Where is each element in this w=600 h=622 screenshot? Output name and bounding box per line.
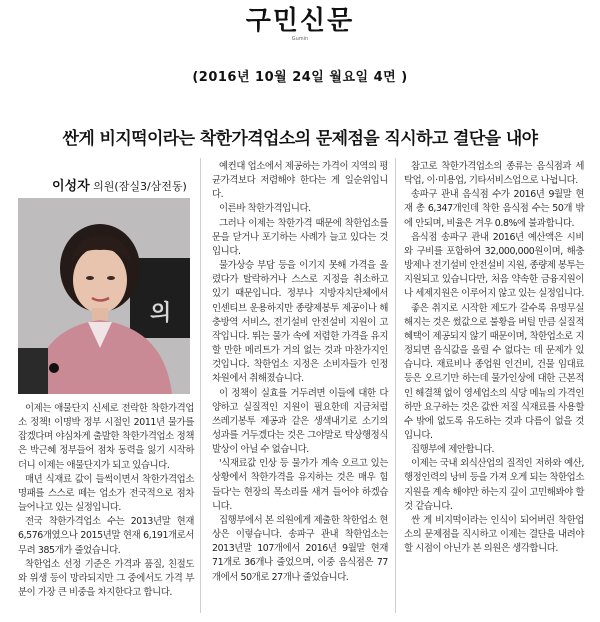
paragraph: 집행부에서 본 의원에게 제출한 착한업소 현상은 이렇습니다. 송파구 관내 착한업소는 2013년말 107개에서 2016년 9월말 현재 71개로 36개나 줄었으며, 이중 음식점은 77개에서 50개로 27개나 줄었습니다. [212,514,388,583]
byline [52,175,187,194]
masthead [0,6,600,42]
article-column-2 [212,160,388,585]
headline: 싼게 비지떡이라는 착한가격업소의 문제점을 직시하고 결단을 내야 [62,129,538,149]
portrait-illustration [18,198,190,394]
newspaper-logo-sub: Gumin [291,36,309,42]
byline-name: 이성자 [52,179,90,194]
paragraph: 참고로 착한가격업소의 종류는 음식점과 세탁업, 이·미용업, 기타서비스업으로 나뉩니다. [404,161,584,187]
article-column-3 [404,160,584,556]
paragraph: 이제는 애물단지 신세로 전락한 착한가격업소 정책! 이명박 정부 시절인 2011년 물가를 잡겠다며 야심차게 출발한 착한가격업소 정책은 박근혜 정부들어 점차 동력을 잃기 시작하더니 이제는 애물단지가 되고 있습니다. [18,403,194,471]
paragraph: 싼 게 비지떡이라는 인식이 되어버린 착한업소의 문제점을 직시하고 이제는 결단을 내려야 할 시점이 아닌가 본 의원은 생각합니다. [404,514,584,555]
paragraph: 이른바 착한가격입니다. [219,203,311,215]
article-column-1 [18,402,194,600]
column-divider [395,158,396,613]
dateline: (2016년 10월 24일 월요일 4면 ) [192,70,408,85]
paragraph: 물가상승 부담 등을 이기지 못해 가격을 올렸다가 탈락하거나 스스로 지정을 취소하고 있기 때문입니다. 정부나 지방자치단체에서 인센티브 운용하지만 종량제봉투 제공이나 해충방역 서비스, 전기설비 안전설비 지원이 고작입니다. 뛰는 물가 속에 저렴한 가격을 유지할 만한 메리트가 거의 없는 것과 마찬가지인 것입니다. 착한업소 지정은 소비자들가 인정 차원에서 취해졌습니다. [212,260,388,385]
newspaper-logo: 구민신문 [245,6,355,36]
byline-district: 의원(잠실3/삼전동) [89,180,187,193]
paragraph: 이 정책이 실효를 거두려면 이들에 대한 다양하고 실질적인 지원이 필요한데 지금처럼 쓰레기봉투 제공과 같은 생색내기로 소기의 성과를 거두겠다는 것은 그야말로 탁상행정식 발상이 아닐 수 없습니다. [212,387,388,456]
paragraph: '식재료값 인상 등 물가가 계속 오르고 있는 상황에서 착한가격을 유지하는 것은 매우 힘들다'는 현장의 목소리를 새겨 들어야 하겠습니다. [212,458,388,512]
paragraph: 매년 식재료 값이 들썩이면서 착한가격업소 명패를 스스로 떼는 업소가 전국적으로 점차 늘어나고 있는 실정입니다. [18,473,194,514]
paragraph: 좋은 취지로 시작한 제도가 갈수록 유명무실해지는 것은 썼값으로 불황을 버틸 만큼 실질적 혜택이 제공되지 않기 때문이며, 착한업소로 지정되면 음식값을 올릴 수 없다는 데 문제가 있습니다. 재료비나 종업원 인건비, 건물 임대료 등은 오르기만 하는데 물가인상에 대한 근본적인 해결책 없이 영세업소의 식당 메뉴의 가격인하만 요구하는 것은 값싼 저질 식재료를 사용할 수 밖에 없도록 유도하는 것과 다름이 없을 것입니다. [404,302,584,441]
paragraph: 집행부에 제안합니다. [411,444,495,456]
portrait-photo [18,198,190,394]
paragraph: 송파구 관내 음식점 수가 2016년 9월말 현재 총 6,347개인데 착한 음식점 수는 50개 밖에 안되며, 비율은 겨우 0.8%에 불과합니다. [404,189,584,229]
podium-text: 의 [150,301,172,326]
paragraph: 착한업소 선정 기준은 가격과 품질, 친절도와 위생 등이 망라되지만 그 중에서도 가격 부분이 가장 큰 비중을 차지한다고 합니다. [18,558,194,599]
column-divider [200,158,201,613]
paragraph: 그러나 이제는 착한가격 때문에 착한업소를 문을 닫거나 포기하는 사례가 늘고 있다는 것입니다. [212,217,388,257]
paragraph: 음식점 송파구 관내 2016년 예산액은 시비와 구비를 포함하여 32,000,000원이며, 해충방제나 전기설비 안전설비 지원, 종량제 봉투는 지원되고 있습니다만, 처음 약속한 금융지원이나 세제지원은 이루어지 않고 있는 실정입니다. [404,231,584,300]
paragraph: 예컨대 업소에서 제공하는 가격이 지역의 평균가격보다 저렴해야 한다는 게 일순위입니다. [212,161,388,201]
paragraph: 이제는 국내 외식산업의 질적인 저하와 예산, 행정인력의 낭비 등을 가져 오게 되는 착한업소 지원을 계속 해야만 하는지 깊이 고민해봐야 할 것 같습니다. [404,458,584,512]
paragraph: 전국 착한가격업소 수는 2013년말 현재 6,576개였으나 2015년말 현재 6,191개로서 무려 385개가 줄었습니다. [18,516,194,556]
